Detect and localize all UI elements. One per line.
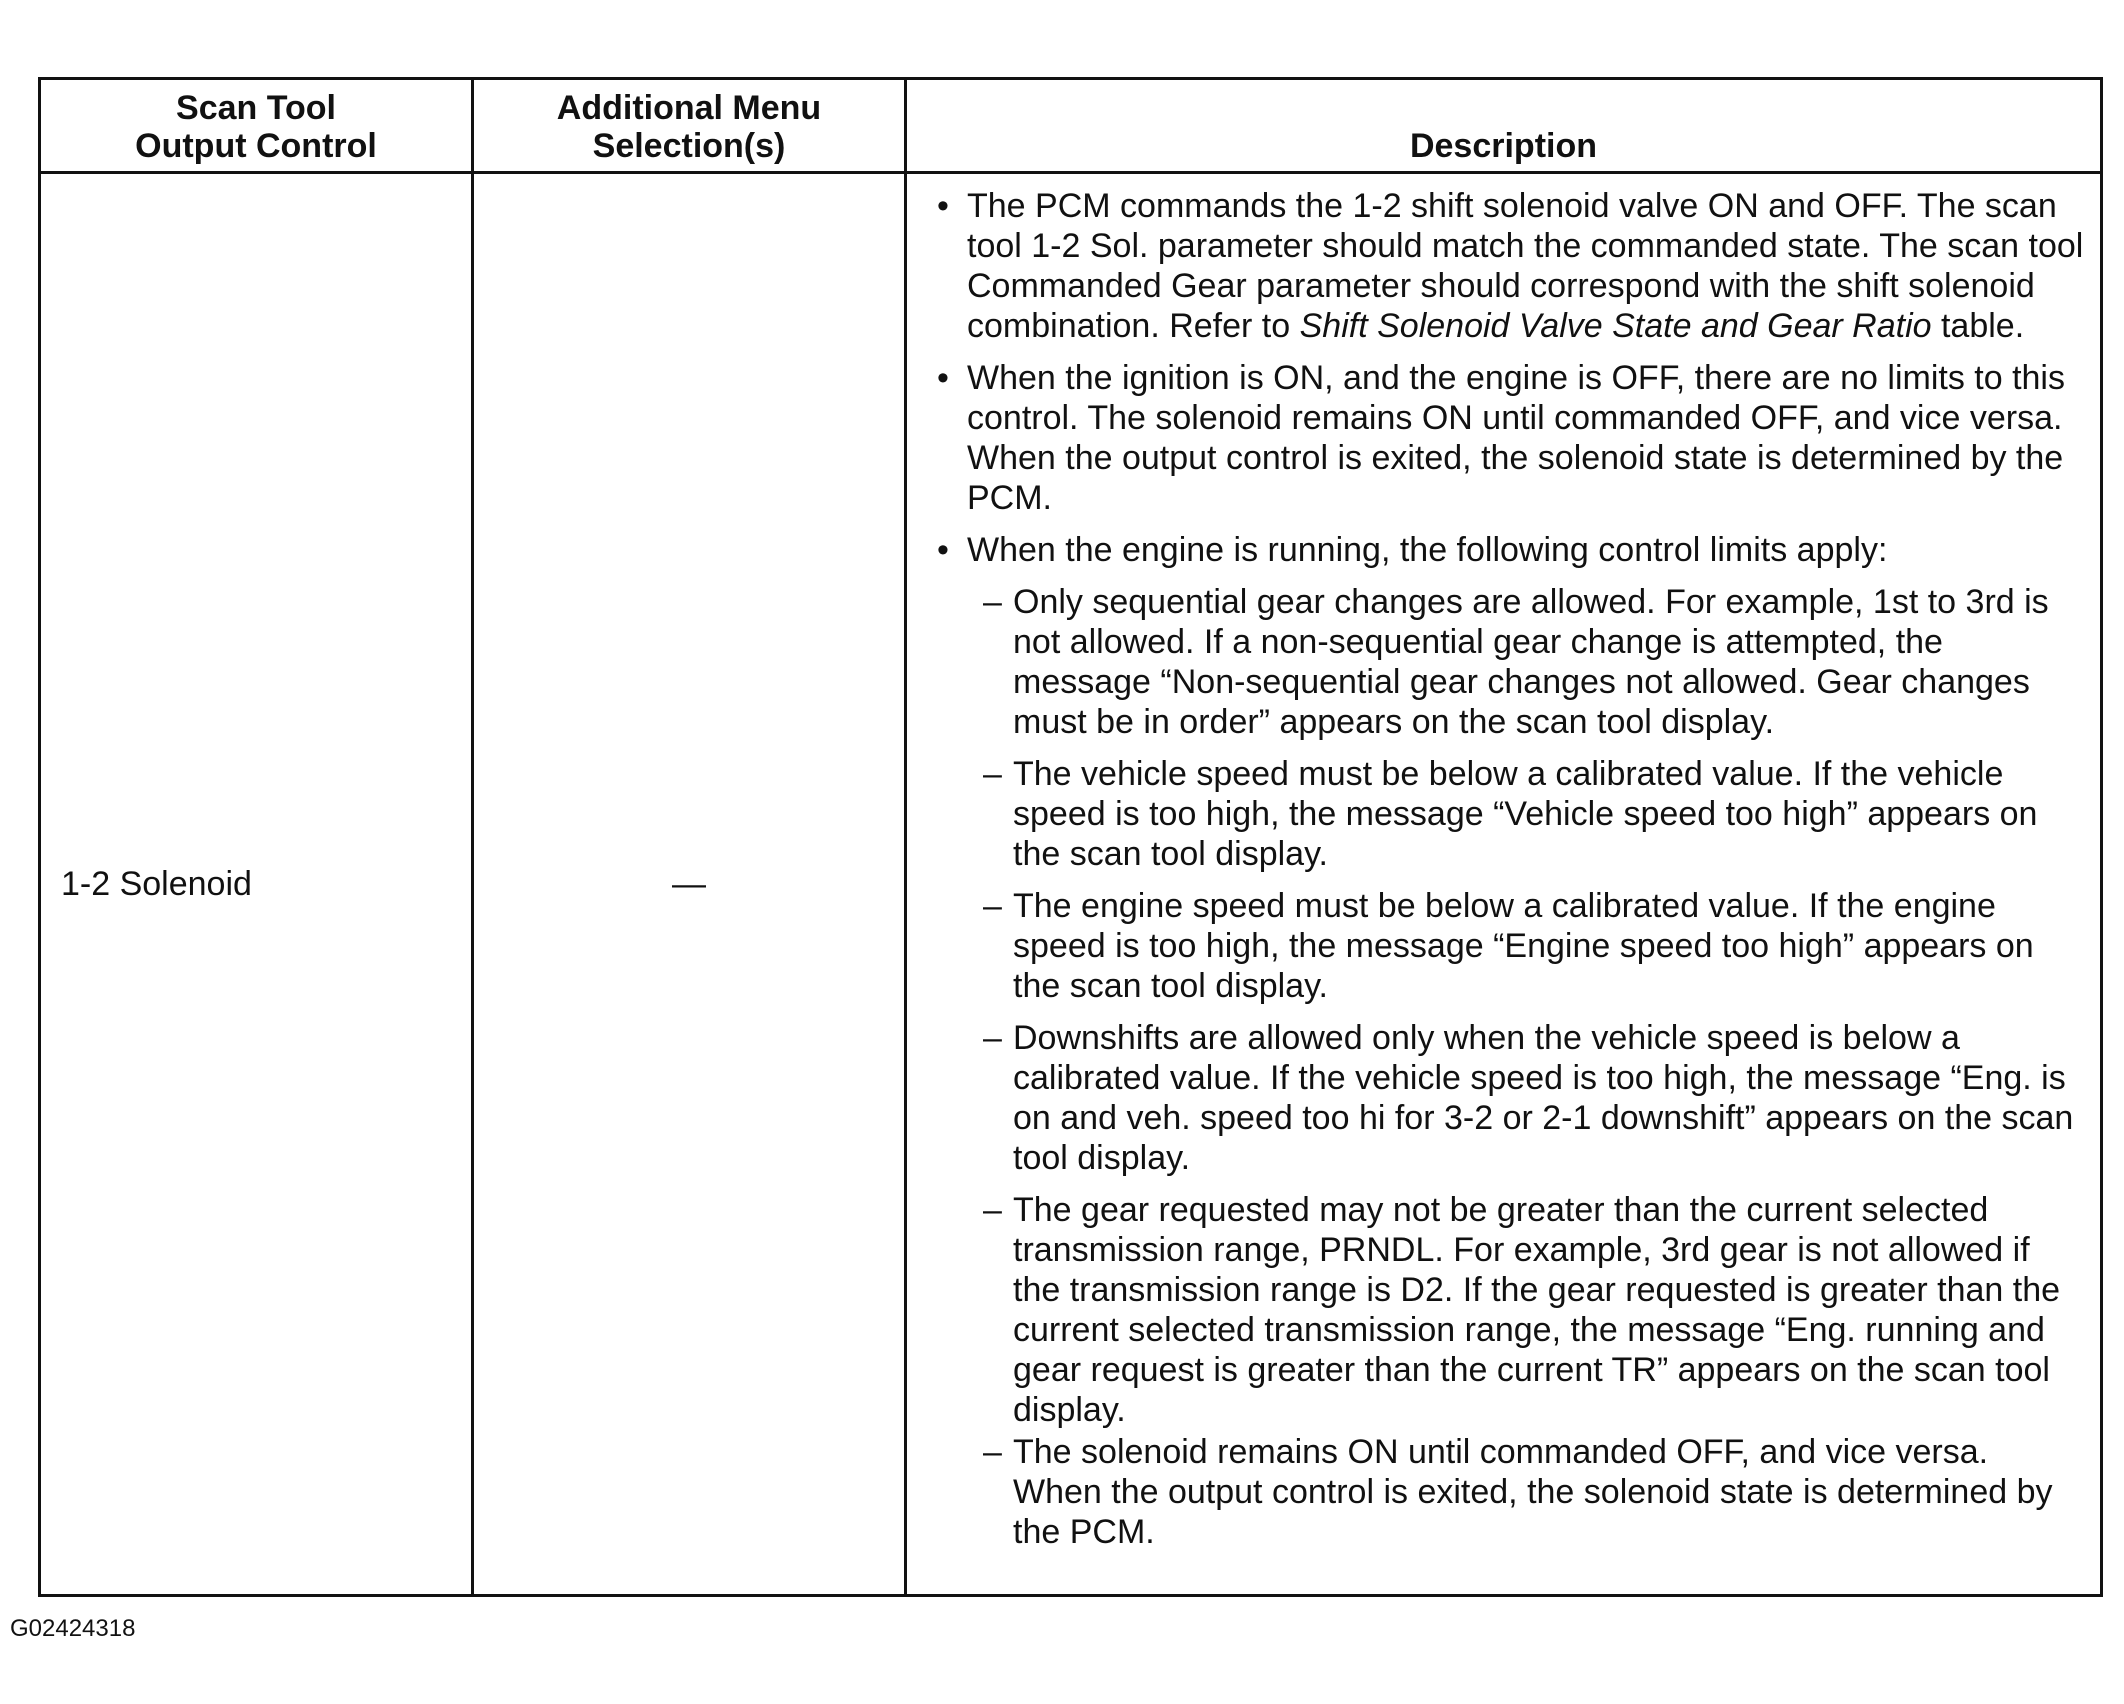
output-control-cell: 1-2 Solenoid xyxy=(40,173,473,1596)
control-limits-list xyxy=(967,582,2086,1552)
bullet-engine-running xyxy=(927,530,2086,1552)
menu-selection-cell: — xyxy=(473,173,906,1596)
header-line: Scan Tool xyxy=(176,89,336,127)
bullet-commanded-state xyxy=(927,186,2086,346)
table-row xyxy=(40,173,2102,1596)
table-reference: Shift Solenoid Valve State and Gear Ratio xyxy=(1299,307,1932,345)
list-item: – The gear requested may not be greater than the current selected transmission range, PRNDL. For example, 3rd gear is not allowed if the transmission range is D2. If the gear requested is greater than the current selected transmission range, the message “Eng. running and gear request is greater than the current TR” appears on the scan tool display. xyxy=(967,1190,2086,1430)
bullet-text: table. xyxy=(1931,307,2025,345)
header-scan-tool-output-control xyxy=(40,79,473,173)
figure-id: G02424318 xyxy=(10,1615,136,1642)
header-additional-menu-selections xyxy=(473,79,906,173)
list-item: – The vehicle speed must be below a calibrated value. If the vehicle speed is too high, the message “Vehicle speed too high” appears on the scan tool display. xyxy=(967,754,2086,874)
header-line: Selection(s) xyxy=(592,127,786,165)
bullet-text: The PCM commands the 1-2 shift solenoid valve ON and OFF. The scan tool 1-2 Sol. parameter should match the commanded state. The scan tool Commanded Gear parameter should correspond with the shift solenoid combination. Refer to xyxy=(967,187,2084,345)
list-item: – Only sequential gear changes are allowed. For example, 1st to 3rd is not allowed. If a non-sequential gear change is attempted, the message “Non-sequential gear changes not allowed. Gear changes must be in order” appears on the scan tool display. xyxy=(967,582,2086,742)
header-line: Output Control xyxy=(135,127,377,165)
header-line: Additional Menu xyxy=(556,89,822,127)
description-bullets xyxy=(927,186,2086,1552)
bullet-text: When the engine is running, the following control limits apply: xyxy=(967,531,1888,569)
header-row xyxy=(40,79,2102,173)
bullet-ignition-on: • When the ignition is ON, and the engine is OFF, there are no limits to this control. The solenoid remains ON until commanded OFF, and vice versa. When the output control is exited, the solenoid state is determined by the PCM. xyxy=(927,358,2086,518)
list-item: – The solenoid remains ON until commanded OFF, and vice versa. When the output control is exited, the solenoid state is determined by the PCM. xyxy=(967,1432,2086,1552)
list-item: – Downshifts are allowed only when the vehicle speed is below a calibrated value. If the vehicle speed is too high, the message “Eng. is on and veh. speed too hi for 3-2 or 2-1 downshift” appears on the scan tool display. xyxy=(967,1018,2086,1178)
list-item: – The engine speed must be below a calibrated value. If the engine speed is too high, the message “Engine speed too high” appears on the scan tool display. xyxy=(967,886,2086,1006)
output-control-table xyxy=(38,77,2103,1597)
description-cell xyxy=(906,173,2102,1596)
header-description xyxy=(906,79,2102,173)
header-line: Description xyxy=(1409,127,1598,165)
